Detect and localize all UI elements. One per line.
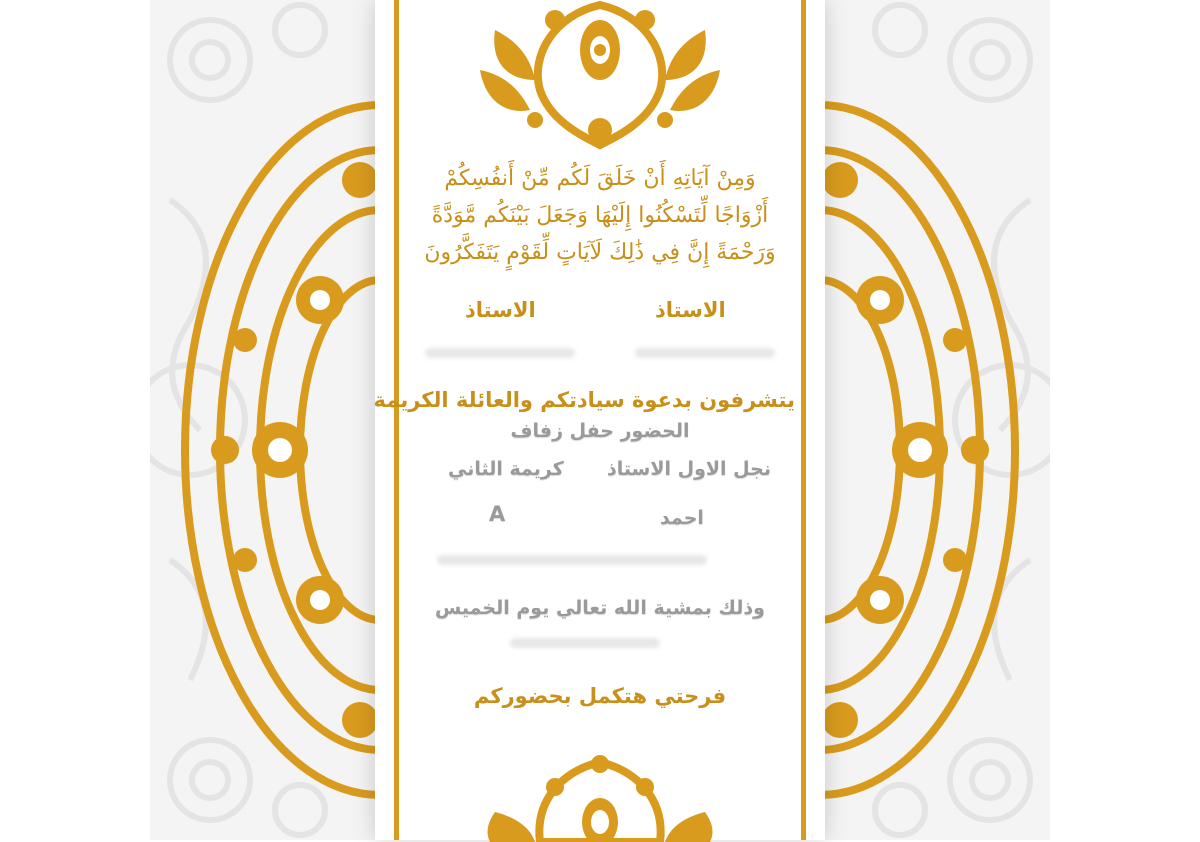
groom-name: احمد [660,507,704,529]
host-title-left: الاستاذ [465,298,536,322]
blurred-host-name-right [635,348,775,358]
event-line: الحضور حفل زفاف [510,420,690,442]
bottom-mandala-ornament [475,752,725,842]
blurred-date-detail [510,638,660,648]
host-title-right: الاستاذ [655,298,726,322]
invitation-line: يتشرفون بدعوة سيادتكم والعائلة الكريمة [373,388,795,412]
card-frame-right [801,0,806,840]
blurred-host-name-left [425,348,575,358]
top-mandala-ornament [475,0,725,150]
invitation-card [375,0,825,840]
groom-intro: نجل الاول الاستاذ [607,458,771,480]
closing-line: فرحتي هتكمل بحضوركم [473,684,727,708]
blurred-names-line [437,555,707,565]
quran-verse: وَمِنْ آيَاتِهِ أَنْ خَلَقَ لَكُم مِّنْ أَنفُسِكُمْ أَزْوَاجًا لِّتَسْكُنُوا إِلَيْهَا وَجَعَلَ بَيْنَكُم مَّوَدَّةً وَرَحْمَةً إِنَّ فِي ذَٰلِكَ لَآيَاتٍ لِّقَوْمٍ يَتَفَكَّرُونَ [424,166,776,265]
bride-intro: كريمة الثاني [448,458,564,480]
bride-name: A [489,502,506,526]
date-line: وذلك بمشية الله تعالي يوم الخميس [435,597,765,619]
card-frame-left [394,0,399,840]
